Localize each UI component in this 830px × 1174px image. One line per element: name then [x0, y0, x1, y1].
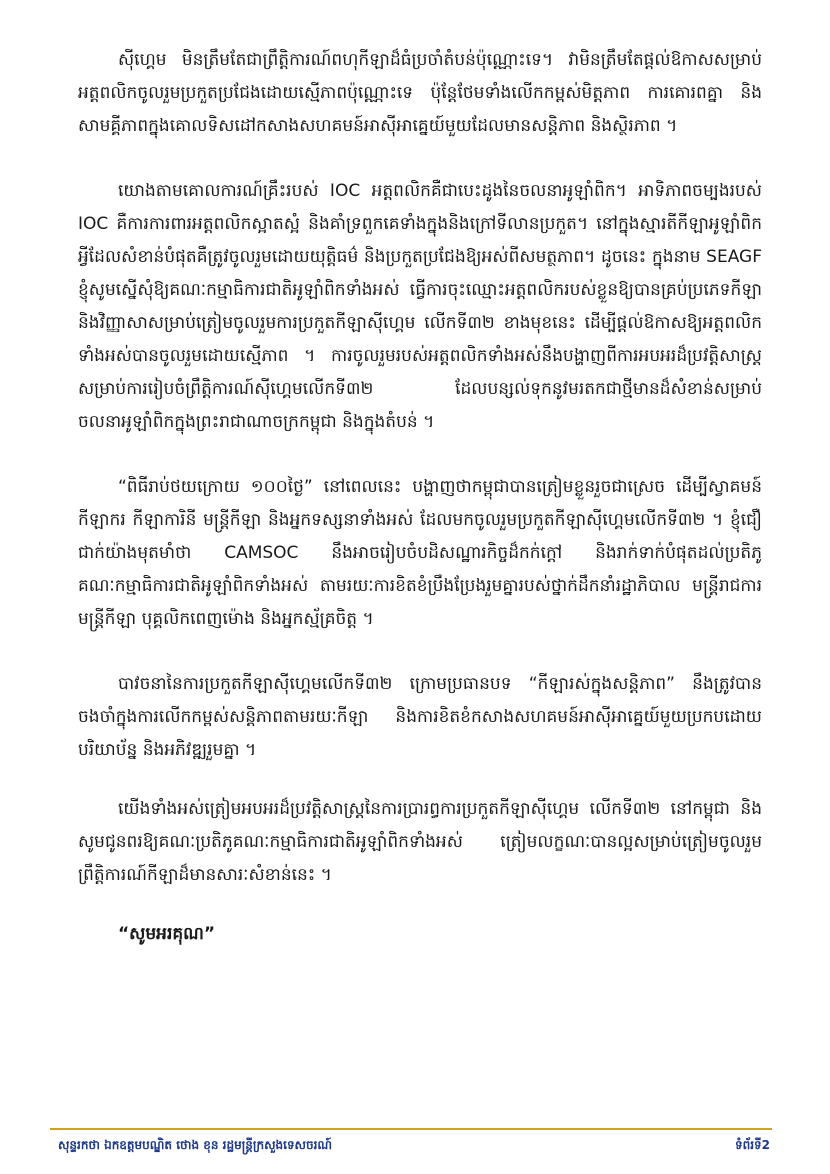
paragraph-countdown: “ពិធីរាប់ថយក្រោយ ១០០ថ្ងៃ” នៅពេលនេះ បង្ហាញថាកម្ពុជាបានត្រៀមខ្លួនរួចជាស្រេច ដើម្បីស្វាគមន៍កីឡាករ កីឡាការិនី មន្ត្រីកីឡា និងអ្នកទស្សនាទាំងអស់ ដែលមកចូលរួមប្រកួតកីឡាស៊ីហ្គេមលើកទី៣២ ។ ខ្ញុំជឿជាក់យ៉ាងមុតមាំថា CAMSOC នឹងអាចរៀបចំបដិសណ្ឋារកិច្ចដ៏កក់ក្តៅ និងរាក់ទាក់បំផុតដល់ប្រតិភូគណៈកម្មាធិការជាតិអូឡាំពិកទាំងអស់ តាមរយៈការខិតខំប្រឹងប្រែងរួមគ្នារបស់ថ្នាក់ដឹកនាំរដ្ឋាភិបាល មន្ត្រីរាជការ មន្ត្រីកីឡា បុគ្គលិកពេញម៉ោង និងអ្នកស្ម័គ្រចិត្ត ។	[78, 477, 762, 629]
footer-page-number: ទំព័រទី2	[734, 1138, 770, 1152]
paragraph-celebration: យើងទាំងអស់ត្រៀមអបអរដ៏ប្រវត្តិសាស្ត្រនៃការប្រារព្ធការប្រកួតកីឡាស៊ីហ្គេម លើកទី៣២ នៅកម្ពុជា និងសូមជូនពរឱ្យគណៈប្រតិភូគណៈកម្មាធិការជាតិអូឡាំពិកទាំងអស់ ត្រៀមលក្ខណៈបានល្អសម្រាប់ត្រៀមចូលរួមព្រឹត្តិការណ៍កីឡាដ៏មានសារៈសំខាន់នេះ ។	[78, 799, 762, 885]
footer-speech-title: សុន្ទរកថា ឯកឧត្តមបណ្ឌិត ថោង ខុន រដ្ឋមន្ត្រីក្រសួងទេសចរណ៍	[58, 1138, 333, 1152]
closing-thanks: “សូមអរគុណ”	[118, 924, 216, 944]
paragraph-motto: បាវចនានៃការប្រកួតកីឡាស៊ីហ្គេមលើកទី៣២ ក្រោមប្រធានបទ “កីឡារស់ក្នុងសន្តិភាព” នឹងត្រូវបានចងចាំក្នុងការលើកកម្ពស់សន្តិភាពតាមរយៈកីឡា និងការខិតខំកសាងសហគមន៍អាស៊ីអាគ្នេយ៍មួយប្រកបដោយបរិយាប័ន្ន និងអភិវឌ្ឍរួមគ្នា ។	[78, 674, 762, 760]
paragraph-ioc-athletes: យោងតាមគោលការណ៍គ្រឹះរបស់ IOC អត្តពលិកគឺជាបេះដូងនៃចលនាអូឡាំពិក។ អាទិភាពចម្បងរបស់ IOC គឺការការពារអត្តពលិកស្អាតស្អំ និងគាំទ្រពួកគេទាំងក្នុងនិងក្រៅទីលានប្រកួត។ នៅក្នុងស្មារតីកីឡាអូឡាំពិក អ្វីដែលសំខាន់បំផុតគឺត្រូវចូលរួមដោយយុត្តិធម៌ និងប្រកួតប្រជែងឱ្យអស់ពីសមត្ថភាព។ ដូចនេះ ក្នុងនាម SEAGF ខ្ញុំសូមស្នើសុំឱ្យគណៈកម្មាធិការជាតិអូឡាំពិកទាំងអស់ ធ្វើការចុះឈ្មោះអត្តពលិករបស់ខ្លួនឱ្យបានគ្រប់ប្រភេទកីឡានិងវិញ្ញាសាសម្រាប់ត្រៀមចូលរួមការប្រកួតកីឡាស៊ីហ្គេម លើកទី៣២ ខាងមុខនេះ ដើម្បីផ្តល់ឱកាសឱ្យអត្តពលិកទាំងអស់បានចូលរួមដោយស្មើភាព ។ ការចូលរួមរបស់អត្តពលិកទាំងអស់នឹងបង្ហាញពីការអបអរដ៏ប្រវត្តិសាស្ត្រសម្រាប់ការរៀបចំព្រឹត្តិការណ៍ស៊ីហ្គេមលើកទី៣២ ដែលបន្សល់ទុកនូវមរតកជាថ្មីមានដ៏សំខាន់សម្រាប់ចលនាអូឡាំពិកក្នុងព្រះរាជាណាចក្រកម្ពុជា និងក្នុងតំបន់ ។	[78, 181, 762, 432]
paragraph-seagames-intro: ស៊ីហ្គេម មិនត្រឹមតែជាព្រឹត្តិការណ៍ពហុកីឡាដ៏ធំប្រចាំតំបន់ប៉ុណ្ណោះទេ។ វាមិនត្រឹមតែផ្តល់ឱកាសសម្រាប់អត្តពលិកចូលរួមប្រកួតប្រជែងដោយស្មើភាពប៉ុណ្ណោះទេ ប៉ុន្តែថែមទាំងលើកកម្ពស់មិត្តភាព ការគោរពគ្នា និងសាមគ្គីភាពក្នុងគោលទិសដៅកសាងសហគមន៍អាស៊ីអាគ្នេយ៍មួយដែលមានសន្តិភាព និងស្ថិរភាព ។	[78, 50, 762, 136]
page-footer	[58, 1134, 770, 1158]
footer-divider	[50, 1128, 772, 1130]
document-body	[78, 44, 762, 950]
